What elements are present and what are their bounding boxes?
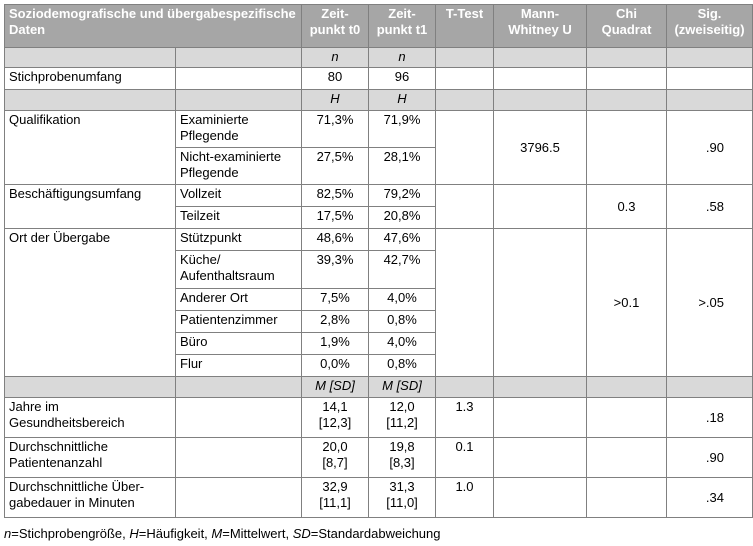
table-row-sample bbox=[5, 68, 753, 90]
mean-t1: 19,8 bbox=[389, 439, 415, 454]
cell-t1: 96 bbox=[369, 68, 436, 90]
cell-chi-square: >0.1 bbox=[587, 229, 667, 377]
row-label: Beschäftigungsumfang bbox=[5, 185, 176, 229]
cell-t1 bbox=[369, 438, 436, 478]
cell-t0: 1,9% bbox=[302, 333, 369, 355]
cell-t1: 28,1% bbox=[369, 148, 436, 185]
cell-ttest: 1.3 bbox=[436, 398, 494, 438]
category-label: Teilzeit bbox=[176, 207, 302, 229]
sd-t0: [8,7] bbox=[322, 455, 348, 470]
cell-t1: 42,7% bbox=[369, 251, 436, 289]
legend-h-text: =Häufigkeit, bbox=[138, 526, 212, 541]
table-legend bbox=[4, 526, 441, 542]
mean-t1: 31,3 bbox=[389, 479, 415, 494]
category-label: Anderer Ort bbox=[176, 289, 302, 311]
cell-t0: 71,3% bbox=[302, 111, 369, 148]
category-label: Stützpunkt bbox=[176, 229, 302, 251]
header-t0: Zeit-punkt t0 bbox=[302, 5, 369, 48]
mean-t0: 32,9 bbox=[322, 479, 348, 494]
row-label: Ort der Übergabe bbox=[5, 229, 176, 377]
subheader-row-h bbox=[5, 90, 753, 111]
legend-sd-symbol: SD bbox=[292, 526, 311, 541]
cell-t0: 39,3% bbox=[302, 251, 369, 289]
table-row-patients bbox=[5, 438, 753, 478]
sd-t0: [12,3] bbox=[318, 415, 352, 430]
category-label: Flur bbox=[176, 355, 302, 377]
table-row-place bbox=[5, 229, 753, 251]
statistics-table bbox=[4, 4, 753, 518]
category-label: Nicht-examinierte Pflegende bbox=[176, 148, 302, 185]
cell-t0: 0,0% bbox=[302, 355, 369, 377]
cell-significance: >.05 bbox=[667, 229, 753, 377]
cell-t1: 4,0% bbox=[369, 333, 436, 355]
table-row-qualification bbox=[5, 111, 753, 148]
cell-ttest: 1.0 bbox=[436, 478, 494, 518]
cell-chi-square: 0.3 bbox=[587, 185, 667, 229]
table-row-employment bbox=[5, 185, 753, 207]
row-label: Durchschnittliche Patientenanzahl bbox=[5, 438, 176, 478]
cell-t1: 4,0% bbox=[369, 289, 436, 311]
cell-t0: 80 bbox=[302, 68, 369, 90]
cell-t0 bbox=[302, 478, 369, 518]
category-label: Küche/ Aufenthaltsraum bbox=[176, 251, 302, 289]
row-label: Durchschnittliche Über-gabedauer in Minuten bbox=[5, 478, 176, 518]
subheader-h-t1: H bbox=[369, 90, 436, 111]
cell-t1: 47,6% bbox=[369, 229, 436, 251]
header-ttest: T-Test bbox=[436, 5, 494, 48]
legend-m-text: =Mittelwert, bbox=[222, 526, 293, 541]
cell-t1 bbox=[369, 478, 436, 518]
header-mann-whitney: Mann-Whitney U bbox=[494, 5, 587, 48]
cell-t0: 7,5% bbox=[302, 289, 369, 311]
cell-t0: 48,6% bbox=[302, 229, 369, 251]
cell-t1: 20,8% bbox=[369, 207, 436, 229]
header-t1: Zeit-punkt t1 bbox=[369, 5, 436, 48]
mean-t1: 12,0 bbox=[389, 399, 415, 414]
row-label: Jahre im Gesundheitsbereich bbox=[5, 398, 176, 438]
category-label: Examinierte Pflegende bbox=[176, 111, 302, 148]
cell-significance: .90 bbox=[667, 111, 753, 185]
sd-t1: [11,0] bbox=[386, 495, 418, 510]
legend-m-symbol: M bbox=[211, 526, 223, 541]
category-label: Vollzeit bbox=[176, 185, 302, 207]
subheader-h-t0: H bbox=[302, 90, 369, 111]
cell-t0: 27,5% bbox=[302, 148, 369, 185]
subheader-row-n bbox=[5, 48, 753, 68]
header-chi-square: Chi Quadrat bbox=[587, 5, 667, 48]
mean-t0: 20,0 bbox=[322, 439, 348, 454]
cell-t1: 71,9% bbox=[369, 111, 436, 148]
table-row-duration bbox=[5, 478, 753, 518]
cell-t0: 17,5% bbox=[302, 207, 369, 229]
table-row-years bbox=[5, 398, 753, 438]
cell-t1: 0,8% bbox=[369, 355, 436, 377]
cell-t0: 82,5% bbox=[302, 185, 369, 207]
legend-n-text: =Stichprobengröße, bbox=[11, 526, 130, 541]
cell-ttest: 0.1 bbox=[436, 438, 494, 478]
sd-t0: [11,1] bbox=[319, 495, 351, 510]
row-label: Stichprobenumfang bbox=[5, 68, 176, 90]
sd-t1: [11,2] bbox=[386, 415, 418, 430]
subheader-msd-t1: M [SD] bbox=[369, 377, 436, 398]
cell-significance: .34 bbox=[667, 478, 753, 518]
cell-t0 bbox=[302, 438, 369, 478]
category-label: Patientenzimmer bbox=[176, 311, 302, 333]
legend-n-symbol: n bbox=[4, 526, 12, 541]
cell-t0: 2,8% bbox=[302, 311, 369, 333]
cell-significance: .18 bbox=[667, 398, 753, 438]
header-row bbox=[5, 5, 753, 48]
legend-h-symbol: H bbox=[129, 526, 139, 541]
header-data: Soziodemografische und übergabespezifische Daten bbox=[5, 5, 302, 48]
subheader-n-t0: n bbox=[302, 48, 369, 68]
legend-sd-text: =Standardabweichung bbox=[310, 526, 441, 541]
cell-t1: 0,8% bbox=[369, 311, 436, 333]
cell-significance: .90 bbox=[667, 438, 753, 478]
cell-t1: 79,2% bbox=[369, 185, 436, 207]
subheader-msd-t0: M [SD] bbox=[302, 377, 369, 398]
subheader-row-msd bbox=[5, 377, 753, 398]
cell-mann-whitney: 3796.5 bbox=[494, 111, 587, 185]
cell-t1 bbox=[369, 398, 436, 438]
subheader-n-t1: n bbox=[369, 48, 436, 68]
row-label: Qualifikation bbox=[5, 111, 176, 185]
header-significance: Sig. (zweiseitig) bbox=[667, 5, 753, 48]
cell-t0 bbox=[302, 398, 369, 438]
sd-t1: [8,3] bbox=[389, 455, 415, 470]
category-label: Büro bbox=[176, 333, 302, 355]
cell-significance: .58 bbox=[667, 185, 753, 229]
mean-t0: 14,1 bbox=[322, 399, 348, 414]
